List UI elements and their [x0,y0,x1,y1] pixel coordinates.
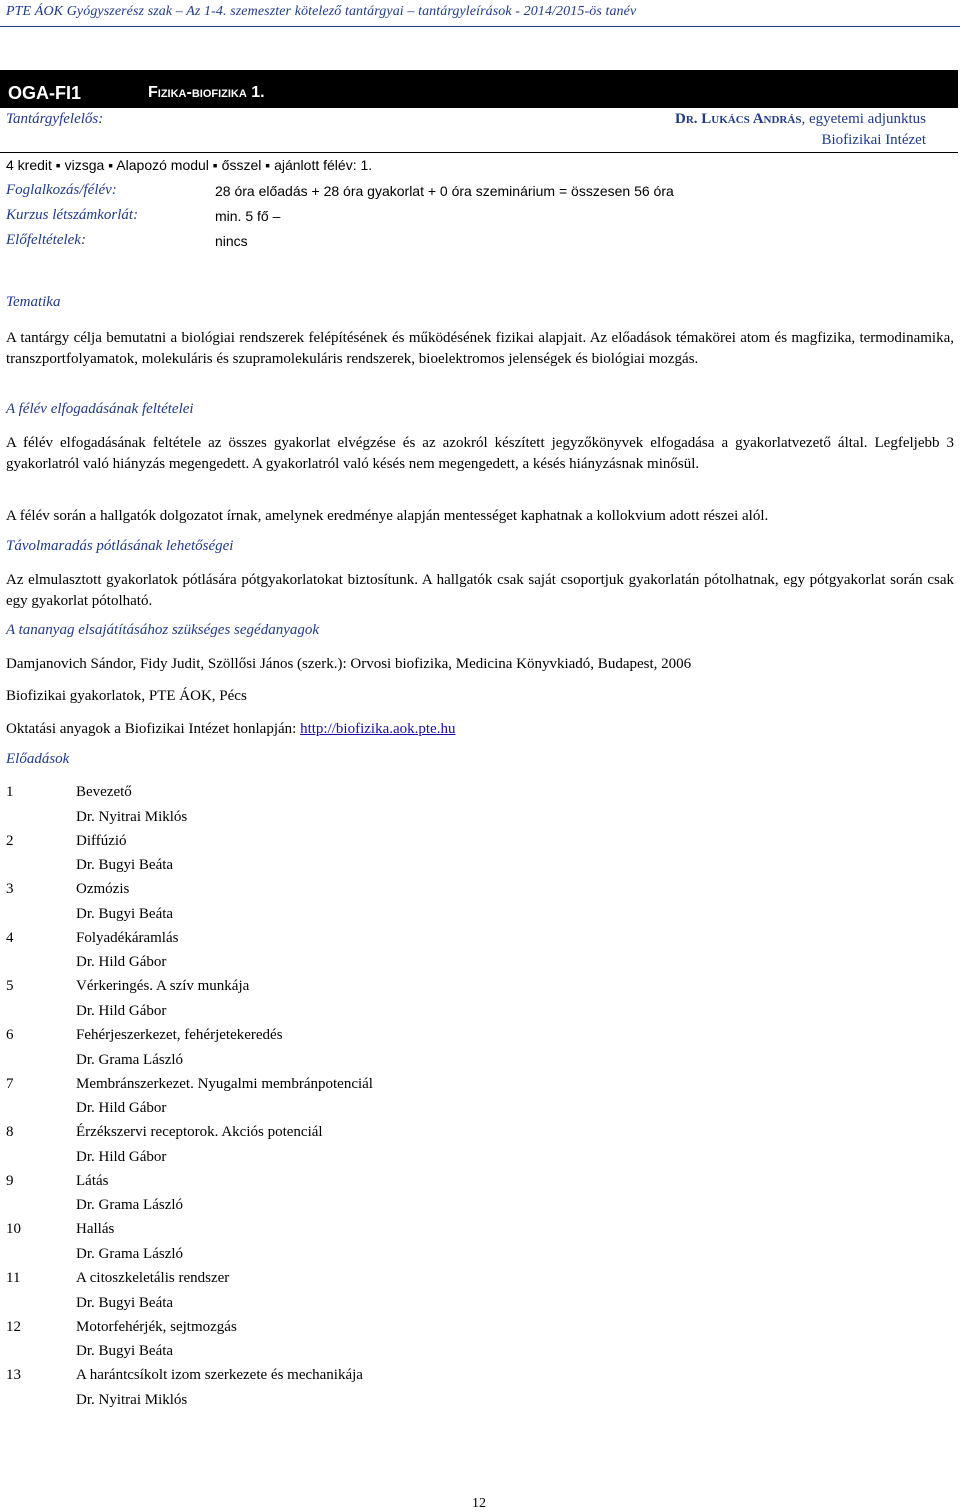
lecture-number: 12 [6,1318,21,1335]
responsible-name [675,111,926,128]
materials-item-1: Damjanovich Sándor, Fidy Judit, Szöllősi János (szerk.): Orvosi biofizika, Medicina Könyvkiadó, Budapest, 2006 [6,656,692,672]
materials-item-2: Biofizikai gyakorlatok, PTE ÁOK, Pécs [6,688,247,704]
header-rule [0,26,960,27]
lecture-teacher: Dr. Grama László [76,1051,184,1068]
lecture-teacher: Dr. Hild Gábor [76,1100,167,1117]
lecture-number: 10 [6,1221,21,1238]
lecture-number: 2 [6,832,14,849]
lecture-teacher: Dr. Grama László [76,1197,184,1214]
lecture-teacher: Dr. Hild Gábor [76,1148,167,1165]
meta-label-schedule: Foglalkozás/félév: [6,182,117,198]
lecture-title: A harántcsíkolt izom szerkezete és mechanikája [76,1367,363,1384]
meta-label-prereq: Előfeltételek: [6,232,86,248]
lecture-teacher: Dr. Nyitrai Miklós [76,1391,188,1408]
lectures-heading: Előadások [6,751,70,767]
materials-item-3 [6,719,954,740]
responsible-institute: Biofizikai Intézet [821,132,926,148]
lecture-teacher: Dr. Bugyi Beáta [76,1343,174,1360]
running-header: PTE ÁOK Gyógyszerész szak – Az 1-4. szemeszter kötelező tantárgyai – tantárgyleírások - 2014/2015-ös tanév [6,4,637,19]
institute-website-link[interactable]: http://biofizika.aok.pte.hu [300,721,456,737]
tematika-heading: Tematika [6,294,61,310]
lecture-teacher: Dr. Hild Gábor [76,1002,167,1019]
lecture-title: Fehérjeszerkezet, fehérjetekeredés [76,1027,283,1043]
responsible-label: Tantárgyfelelős: [6,111,104,127]
lecture-teacher: Dr. Nyitrai Miklós [76,808,188,825]
lecture-teacher: Dr. Grama László [76,1245,184,1262]
lecture-number: 3 [6,881,14,898]
meta-label-capacity: Kurzus létszámkorlát: [6,207,139,223]
tematika-text: A tantárgy célja bemutatni a biológiai rendszerek felépítésének és működésének fizikai alapjait. Az előadások témakörei atom és magfizika, termodinamika, transzportfolyamatok, molekuláris és szupramolekuláris rendszerek, bioelektromos jelenségek és biológiai mozgás. [6,330,954,367]
lecture-number: 4 [6,929,14,946]
materials-heading: A tananyag elsajátításához szükséges segédanyagok [6,622,320,638]
lecture-teacher: Dr. Hild Gábor [76,954,167,971]
lecture-number: 6 [6,1027,14,1043]
lecture-teacher: Dr. Bugyi Beáta [76,857,174,874]
responsible-rank: , egyetemi adjunktus [801,111,926,127]
course-title-bar [0,70,958,108]
meta-value-capacity: min. 5 fő – [215,208,281,224]
lecture-title: Látás [76,1172,109,1189]
meta-value-schedule: 28 óra előadás + 28 óra gyakorlat + 0 óra szeminárium = összesen 56 óra [215,183,674,199]
lecture-title: Folyadékáramlás [76,929,179,946]
lecture-title: Bevezető [76,784,132,800]
lecture-number: 1 [6,784,14,800]
course-summary: 4 kredit ▪ vizsga ▪ Alapozó modul ▪ ősszel ▪ ajánlott félév: 1. [6,157,373,173]
responsible-person: Dr. Lukács András [675,111,802,127]
lecture-title: Ozmózis [76,881,130,898]
course-title: Fizika-biofizika 1. [148,84,265,101]
lecture-title: Diffúzió [76,832,127,849]
lecture-number: 9 [6,1172,14,1189]
lecture-title: Hallás [76,1221,115,1238]
lecture-number: 11 [6,1270,21,1286]
acceptance-text-1: A félév elfogadásának feltétele az összes gyakorlat elvégzése és az azokról készített jegyzőkönyvek elfogadása a gyakorlatvezető által. Legfeljebb 3 gyakorlatról való hiányzás megengedett. A gyakorlatról való késés nem megengedett, a késés hiányzásnak minősül. [6,435,954,472]
lecture-title: A citoszkeletális rendszer [76,1270,230,1286]
lecture-title: Vérkeringés. A szív munkája [76,978,250,995]
meta-divider [0,152,958,153]
lecture-teacher: Dr. Bugyi Beáta [76,1294,174,1311]
lecture-number: 13 [6,1367,21,1384]
lecture-number: 7 [6,1075,14,1092]
acceptance-heading: A félév elfogadásának feltételei [6,401,194,417]
lecture-teacher: Dr. Bugyi Beáta [76,905,174,922]
lecture-title: Érzékszervi receptorok. Akciós potenciál [76,1124,323,1141]
course-code: OGA-FI1 [8,83,82,103]
lecture-title: Motorfehérjék, sejtmozgás [76,1318,237,1335]
meta-value-prereq: nincs [215,233,248,249]
lecture-number: 5 [6,978,14,995]
absence-text: Az elmulasztott gyakorlatok pótlására pótgyakorlatokat biztosítunk. A hallgatók csak saját csoportjuk gyakorlatán pótolhatnak, egy pótgyakorlat során csak egy gyakorlat pótolható. [6,572,954,609]
page-number: 12 [472,1496,486,1511]
materials-item-3-text: Oktatási anyagok a Biofizikai Intézet honlapján: [6,721,301,737]
absence-heading: Távolmaradás pótlásának lehetőségei [6,538,234,554]
lecture-title: Membránszerkezet. Nyugalmi membránpotenciál [76,1075,373,1092]
lecture-number: 8 [6,1124,14,1141]
acceptance-text-2: A félév során a hallgatók dolgozatot írnak, amelynek eredménye alapján mentességet kaphatnak a kollokvium adott részei alól. [6,508,769,524]
